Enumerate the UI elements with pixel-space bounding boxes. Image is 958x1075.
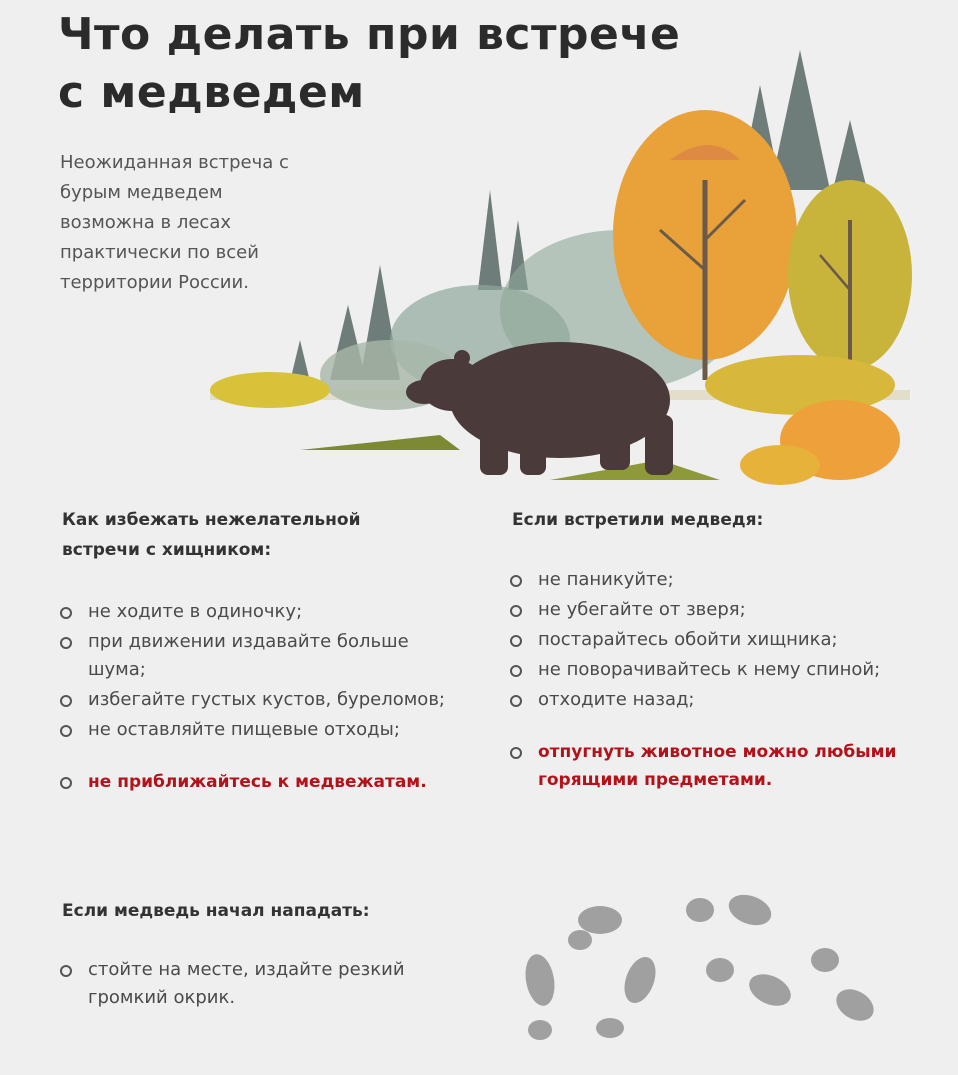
bullet-icon xyxy=(510,605,522,617)
list-item-highlight: отпугнуть животное можно любыми горящими предметами. xyxy=(510,738,910,794)
list-item: при движении издавайте больше шума; xyxy=(60,628,460,684)
bullet-icon xyxy=(60,725,72,737)
list-item: не оставляйте пищевые отходы; xyxy=(60,716,460,744)
paw-prints-illustration xyxy=(500,880,900,1060)
bullet-icon xyxy=(60,695,72,707)
list-item: не поворачивайтесь к нему спиной; xyxy=(510,656,910,684)
list-item: не паникуйте; xyxy=(510,566,910,594)
list-item-highlight: не приближайтесь к медвежатам. xyxy=(60,768,460,796)
title-line-2: с медведем xyxy=(58,67,365,118)
list-item: постарайтесь обойти хищника; xyxy=(510,626,910,654)
list-item: не убегайте от зверя; xyxy=(510,596,910,624)
bullet-icon xyxy=(510,665,522,677)
title-line-1: Что делать при встрече xyxy=(58,9,681,60)
avoid-list xyxy=(60,598,460,798)
forest-bear-illustration xyxy=(200,40,920,490)
met-list xyxy=(510,566,910,796)
avoid-heading-line-1: Как избежать нежелательной xyxy=(62,510,361,530)
attack-heading: Если медведь начал нападать: xyxy=(62,901,370,921)
bullet-icon xyxy=(510,695,522,707)
list-item: отходите назад; xyxy=(510,686,910,714)
bullet-icon xyxy=(60,777,72,789)
bullet-icon xyxy=(60,965,72,977)
met-heading: Если встретили медведя: xyxy=(512,510,764,530)
bullet-icon xyxy=(60,637,72,649)
bullet-icon xyxy=(60,607,72,619)
bullet-icon xyxy=(510,575,522,587)
bullet-icon xyxy=(510,635,522,647)
list-item: избегайте густых кустов, буреломов; xyxy=(60,686,460,714)
avoid-heading xyxy=(62,505,361,565)
avoid-heading-line-2: встречи с хищником: xyxy=(62,540,272,560)
list-item: стойте на месте, издайте резкий громкий окрик. xyxy=(60,956,480,1012)
bullet-icon xyxy=(510,747,522,759)
intro-text: Неожиданная встреча с бурым медведем возможна в лесах практически по всей территории России. xyxy=(60,152,289,293)
list-item: не ходите в одиночку; xyxy=(60,598,460,626)
attack-list xyxy=(60,956,480,1014)
